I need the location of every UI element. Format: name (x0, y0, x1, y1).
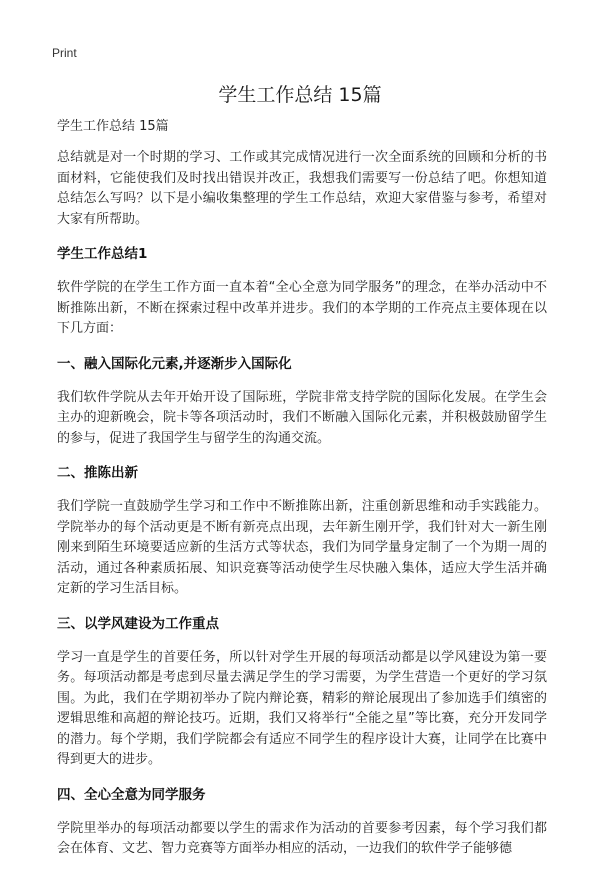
point-heading: 三、以学风建设为工作重点 (57, 615, 219, 632)
document-title: 学生工作总结 15篇 (218, 84, 382, 106)
point-body: 我们软件学院从去年开始开设了国际班，学院非常支持学院的国际化发展。在学生会主办的迎新晚会，院卡等各项活动时，我们不断融入国际化元素，并积极鼓励留学生的参与，促进了我国学生与留学生的沟通交流。 (57, 389, 547, 446)
document-body (57, 117, 547, 874)
point-heading: 二、推陈出新 (57, 465, 138, 481)
intro-paragraph: 总结就是对一个时期的学习、工作或其完成情况进行一次全面系统的回顾和分析的书面材料，它能使我们及时找出错误并改正，我想我们需要写一份总结了吧。你想知道总结怎么写吗？以下是小编收集整理的学生工作总结，欢迎大家借鉴与参考，希望对大家有所帮助。 (57, 150, 547, 227)
point-body: 学院里举办的每项活动都要以学生的需求作为活动的首要参考因素，每个学习我们都会在体育、文艺、智力竞赛等方面举办相应的活动，一边我们的软件学子能够德 (57, 820, 547, 856)
point-body: 我们学院一直鼓励学生学习和工作中不断推陈出新，注重创新思维和动手实践能力。学院举办的每个活动更是不断有新亮点出现，去年新生刚开学，我们针对大一新生刚刚来到陌生环境要适应新的生活方式等状态，我们为同学量身定制了一个为期一周的活动，通过各种素质拓展、知识竞赛等活动使学生尽快融入集体，适应大学生活并确定新的学习生活目标。 (57, 499, 547, 596)
document-subtitle: 学生工作总结 15篇 (57, 119, 169, 134)
point-heading: 四、全心全意为同学服务 (57, 786, 206, 803)
point-heading: 一、融入国际化元素,并逐渐步入国际化 (57, 355, 292, 372)
point-body: 学习一直是学生的首要任务，所以针对学生开展的每项活动都是以学风建设为第一要务。每项活动都是考虑到尽量去满足学生的学习需要，为学生营造一个更好的学习氛围。为此，我们在学期初举办了院内辩论赛，精彩的辩论展现出了参加选手们缜密的逻辑思维和高超的辩论技巧。近期，我们又将举行“全能之星”等比赛，充分开发同学的潜力。每个学期，我们学院都会有适应不同学生的程序设计大赛，让同学在比赛中得到更大的进步。 (57, 649, 547, 767)
section-intro-paragraph: 软件学院的在学生工作方面一直本着“全心全意为同学服务”的理念，在举办活动中不断推陈出新，不断在探索过程中改革并进步。我们的本学期的工作亮点主要体现在以下几方面： (57, 280, 547, 336)
section-title: 学生工作总结1 (57, 246, 148, 262)
print-link[interactable]: Print (52, 46, 77, 60)
